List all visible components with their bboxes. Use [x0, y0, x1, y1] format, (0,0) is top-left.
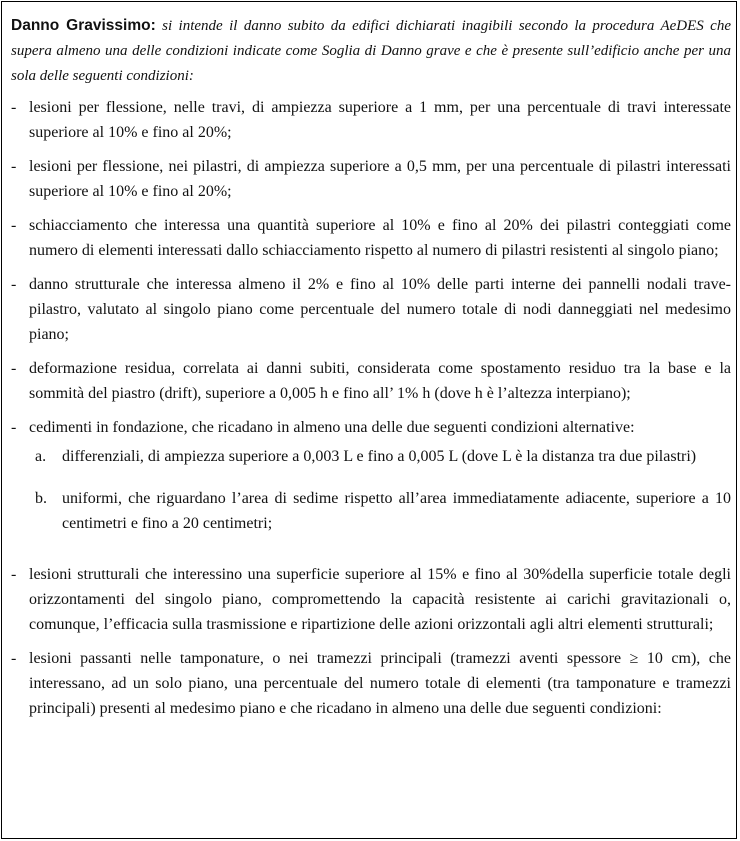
list-item: [11, 415, 731, 440]
list-item: [11, 562, 731, 637]
intro-paragraph: [11, 13, 731, 89]
bullet-marker: -: [11, 99, 17, 116]
list-item-text: deformazione residua, correlata ai danni subiti, considerata come spostamento residuo tra la base e la sommità del piastro (drift), superiore a 0,005 h e fino all’ 1% h (dove h è l’altezza interpiano);: [29, 360, 731, 402]
list-item: [11, 213, 731, 263]
definition-text: si intende il danno subito da edifici dichiarati inagibili secondo la procedura AeDES che supera almeno una delle condizioni indicate come Soglia di Danno grave e che è presente sull’edificio anche per una sola delle seguenti condizioni:: [11, 18, 731, 84]
bullet-marker: -: [11, 158, 17, 175]
list-item: [11, 356, 731, 406]
bullet-marker: -: [11, 419, 17, 436]
sub-list-marker: a.: [35, 448, 47, 465]
list-item-text: cedimenti in fondazione, che ricadano in almeno una delle due seguenti condizioni alternative:: [29, 419, 635, 436]
list-item-text: lesioni strutturali che interessino una superficie superiore al 15% e fino al 30%della superficie totale degli orizzontamenti del singolo piano, compromettendo la capacità resistente ai carichi gravitazionali o, comunque, l’efficacia sulla trasmissione e ripartizione delle azioni orizzontali agli altri elementi strutturali;: [29, 566, 731, 633]
list-item-text: danno strutturale che interessa almeno il 2% e fino al 10% delle parti interne dei pannelli nodali trave-pilastro, valutato al singolo piano come percentuale del numero totale di nodi danneggiati nel medesimo piano;: [29, 276, 731, 343]
list-item-text: lesioni per flessione, nelle travi, di ampiezza superiore a 1 mm, per una percentuale di travi interessate superiore al 10% e fino al 20%;: [29, 99, 731, 141]
sub-list-item: [11, 444, 731, 469]
list-item-text: lesioni per flessione, nei pilastri, di ampiezza superiore a 0,5 mm, per una percentuale di pilastri interessati superiore al 10% e fino al 20%;: [29, 158, 731, 200]
list-item-text: lesioni passanti nelle tamponature, o nei tramezzi principali (tramezzi aventi spessore ≥ 10 cm), che interessano, ad un solo piano, una percentuale del numero totale di elementi (tra tamponature e tramezzi principali) presenti al medesimo piano e che ricadano in almeno una delle due seguenti condizioni:: [29, 650, 731, 717]
sub-list-item-text: uniformi, che riguardano l’area di sedime rispetto all’area immediatamente adiacente, superiore a 10 centimetri e fino a 20 centimetri;: [62, 490, 731, 532]
list-item: [11, 646, 731, 721]
document-frame: [1, 1, 737, 839]
sub-list-item-text: differenziali, di ampiezza superiore a 0,003 L e fino a 0,005 L (dove L è la distanza tra due pilastri): [62, 448, 697, 465]
list-item: [11, 95, 731, 145]
bullet-marker: -: [11, 217, 17, 234]
bullet-marker: -: [11, 566, 17, 583]
list-item-text: schiacciamento che interessa una quantità superiore al 10% e fino al 20% dei pilastri conteggiati come numero di elementi interessati dallo schiacciamento rispetto al numero di pilastri resistenti al singolo piano;: [29, 217, 731, 259]
bullet-marker: -: [11, 360, 17, 377]
definition-term: Danno Gravissimo:: [11, 17, 156, 34]
document-content: [11, 13, 731, 721]
sub-list-marker: b.: [35, 490, 47, 507]
list-item: [11, 154, 731, 204]
sub-list-item: [11, 486, 731, 536]
list-item: [11, 272, 731, 347]
bullet-marker: -: [11, 276, 17, 293]
bullet-marker: -: [11, 650, 17, 667]
